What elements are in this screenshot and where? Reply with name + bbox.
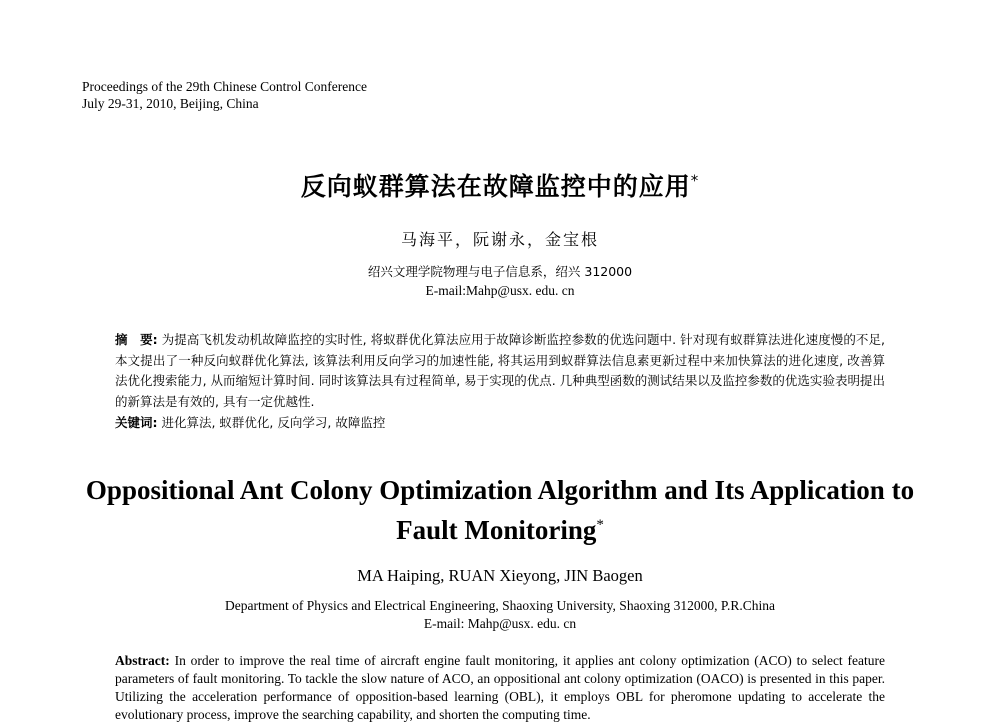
chinese-authors: 马海平，阮谢永，金宝根 xyxy=(400,230,599,249)
chinese-keywords xyxy=(115,413,385,431)
english-title-footnote-mark: * xyxy=(596,517,604,533)
english-affiliation-block xyxy=(0,597,1000,633)
chinese-abstract-text: 为提高飞机发动机故障监控的实时性, 将蚁群优化算法应用于故障诊断监控参数的优选问题中. 针对现有蚁群算法进化速度慢的不足, 本文提出了一种反向蚁群优化算法, 该算法利用反向学习的加速性能, 将其运用到蚁群算法信息素更新过程中来加快算法的进化速度, 改善算法优化搜索能力, 从而缩短计算时间. 同时该算法具有过程简单, 易于实现的优点. 几种典型函数的测试结果以及监控参数的优选实验表明提出的新算法是有效的, 具有一定优越性. xyxy=(115,332,886,409)
english-abstract-text: In order to improve the real time of aircraft engine fault monitoring, it applies ant colony optimization (ACO) to select feature parameters of fault monitoring. To tackle the slow nature of ACO, an oppositional ant colony optimization (OACO) is presented in this paper. Utilizing the acceleration performance of opposition-based learning (OBL), it employs OBL for pheromone updating to accelerate the evolutionary process, improve the searching capability, and shorten the computing time. xyxy=(115,653,885,722)
english-title-line2-wrap xyxy=(0,510,1000,550)
english-authors: MA Haiping, RUAN Xieyong, JIN Baogen xyxy=(357,566,643,585)
chinese-title-text: 反向蚁群算法在故障监控中的应用 xyxy=(300,172,691,201)
english-title xyxy=(0,470,1000,550)
chinese-title xyxy=(0,167,1000,203)
chinese-keywords-label: 关键词: xyxy=(115,415,158,430)
english-affiliation: Department of Physics and Electrical Engineering, Shaoxing University, Shaoxing 312000, P.R.China xyxy=(225,598,775,613)
conference-header xyxy=(82,78,367,112)
english-email: E-mail: Mahp@usx. edu. cn xyxy=(423,616,577,631)
chinese-affiliation: 绍兴文理学院物理与电子信息系，绍兴 312000 xyxy=(367,264,633,279)
english-abstract-label: Abstract: xyxy=(115,653,170,668)
english-title-line1: Oppositional Ant Colony Optimization Algorithm and Its Application to xyxy=(85,475,915,505)
proceedings-line: Proceedings of the 29th Chinese Control Conference xyxy=(82,79,367,94)
english-title-line2: Fault Monitoring xyxy=(396,515,597,545)
title-footnote-mark: * xyxy=(690,171,700,190)
english-abstract xyxy=(115,652,885,724)
chinese-keywords-text: 进化算法, 蚁群优化, 反向学习, 故障监控 xyxy=(157,415,386,430)
date-location-line: July 29-31, 2010, Beijing, China xyxy=(82,96,259,111)
chinese-email: E-mail:Mahp@usx. edu. cn xyxy=(425,283,575,298)
chinese-abstract-label: 摘 要: xyxy=(115,332,158,347)
chinese-abstract xyxy=(115,330,885,412)
